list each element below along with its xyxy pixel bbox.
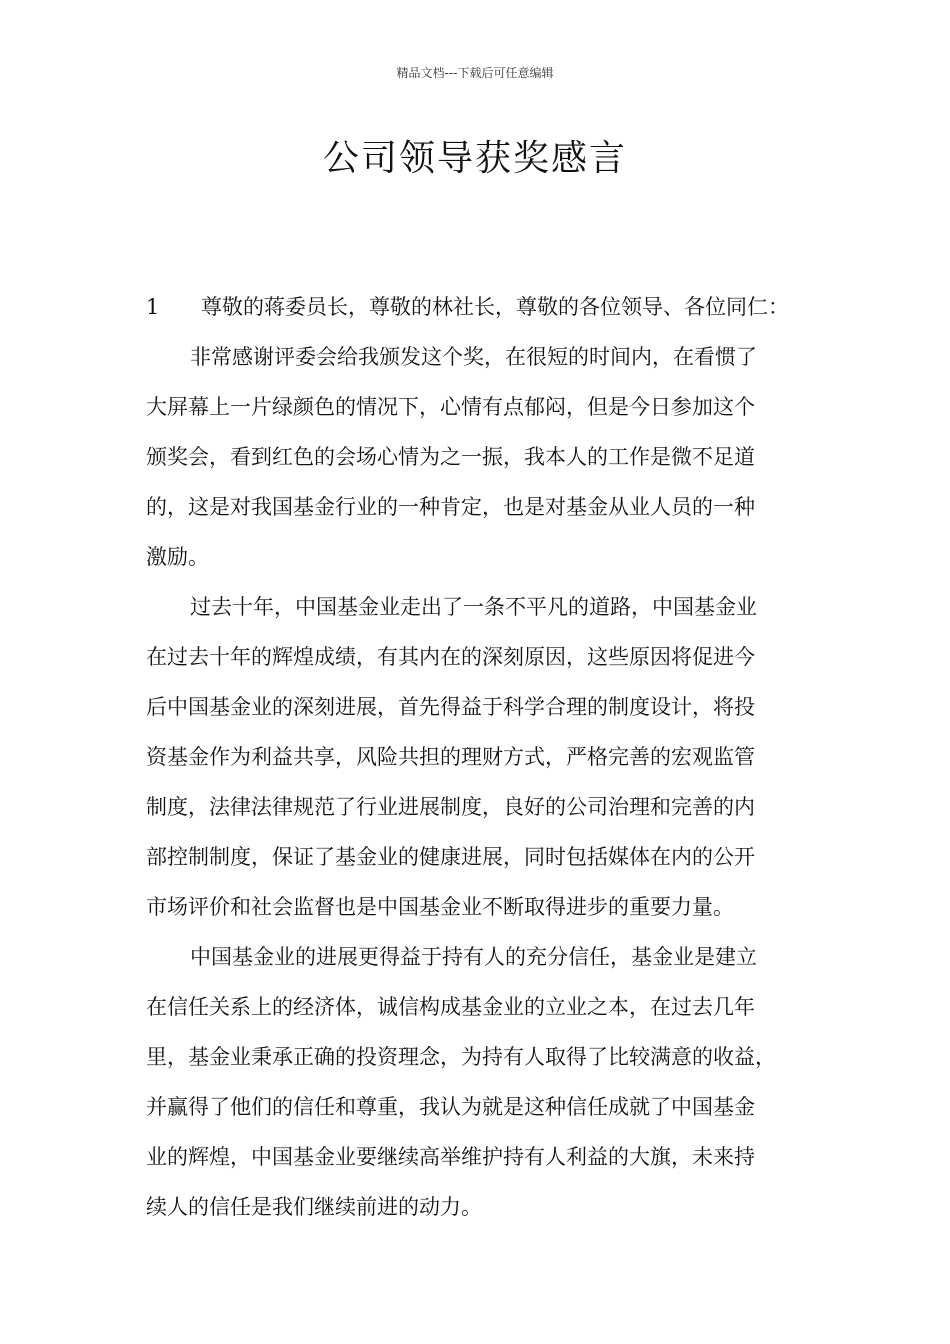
text-line: 激励。 bbox=[146, 545, 209, 569]
text-line: 过去十年，中国基金业走出了一条不平凡的道路，中国基金业 bbox=[190, 595, 757, 619]
text-line: 部控制制度，保证了基金业的健康进展，同时包括媒体在内的公开 bbox=[146, 845, 755, 869]
text-line: 里，基金业秉承正确的投资理念，为持有人取得了比较满意的收益， bbox=[146, 1045, 776, 1069]
text-line: 在信任关系上的经济体，诚信构成基金业的立业之本，在过去几年 bbox=[146, 995, 755, 1019]
salutation-line bbox=[146, 282, 830, 332]
paragraph-2 bbox=[146, 582, 830, 932]
text-line: 资基金作为利益共享，风险共担的理财方式，严格完善的宏观监管 bbox=[146, 745, 755, 769]
text-line: 市场评价和社会监督也是中国基金业不断取得进步的重要力量。 bbox=[146, 895, 734, 919]
salutation-text: 尊敬的蒋委员长，尊敬的林社长，尊敬的各位领导、各位同仁： bbox=[201, 295, 789, 319]
text-line: 在过去十年的辉煌成绩，有其内在的深刻原因，这些原因将促进今 bbox=[146, 645, 755, 669]
text-line: 后中国基金业的深刻进展，首先得益于科学合理的制度设计，将投 bbox=[146, 695, 755, 719]
text-line: 的，这是对我国基金行业的一种肯定，也是对基金从业人员的一种 bbox=[146, 495, 755, 519]
text-line: 续人的信任是我们继续前进的动力。 bbox=[146, 1195, 482, 1219]
document-title: 公司领导获奖感言 bbox=[322, 138, 627, 179]
page-header: 精品文档---下载后可任意编辑 bbox=[396, 66, 554, 80]
item-number: 1 bbox=[146, 295, 160, 319]
document-body bbox=[146, 282, 830, 1232]
text-line: 非常感谢评委会给我颁发这个奖，在很短的时间内，在看惯了 bbox=[190, 345, 757, 369]
text-line: 中国基金业的进展更得益于持有人的充分信任，基金业是建立 bbox=[190, 945, 757, 969]
text-line: 业的辉煌，中国基金业要继续高举维护持有人利益的大旗，未来持 bbox=[146, 1145, 755, 1169]
text-line: 并赢得了他们的信任和尊重，我认为就是这种信任成就了中国基金 bbox=[146, 1095, 755, 1119]
paragraph-3 bbox=[146, 932, 830, 1232]
text-line: 大屏幕上一片绿颜色的情况下，心情有点郁闷，但是今日参加这个 bbox=[146, 395, 755, 419]
paragraph-1 bbox=[146, 332, 830, 582]
text-line: 颁奖会，看到红色的会场心情为之一振，我本人的工作是微不足道 bbox=[146, 445, 755, 469]
text-line: 制度，法律法律规范了行业进展制度，良好的公司治理和完善的内 bbox=[146, 795, 755, 819]
